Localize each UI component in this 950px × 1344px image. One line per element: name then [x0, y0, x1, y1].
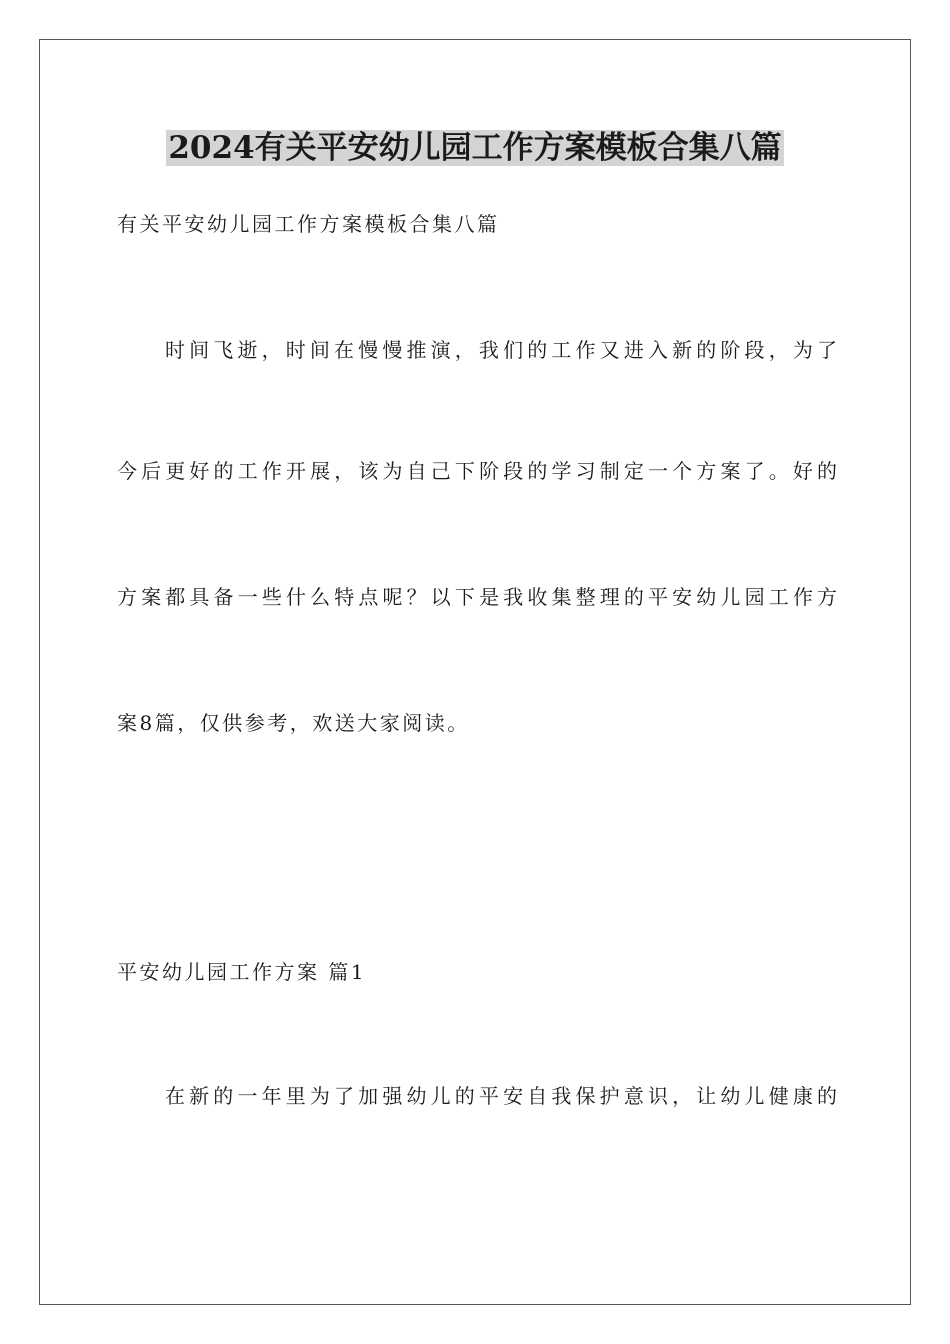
document-title-text: 2024有关平安幼儿园工作方案模板合集八篇: [168, 130, 782, 166]
document-subtitle: 有关平安幼儿园工作方案模板合集八篇: [117, 212, 500, 236]
intro-line-1: 时间飞逝，时间在慢慢推演，我们的工作又进入新的阶段，为了: [165, 338, 837, 362]
intro-line-3: 方案都具备一些什么特点呢？以下是我收集整理的平安幼儿园工作方: [117, 585, 837, 609]
section-heading: 平安幼儿园工作方案 篇1: [117, 960, 367, 984]
intro-line-2: 今后更好的工作开展，该为自己下阶段的学习制定一个方案了。好的: [117, 459, 837, 483]
section-paragraph-line-1: 在新的一年里为了加强幼儿的平安自我保护意识，让幼儿健康的: [165, 1084, 837, 1108]
document-title: [0, 126, 950, 170]
intro-line-4: 案8篇，仅供参考，欢送大家阅读。: [117, 711, 470, 735]
